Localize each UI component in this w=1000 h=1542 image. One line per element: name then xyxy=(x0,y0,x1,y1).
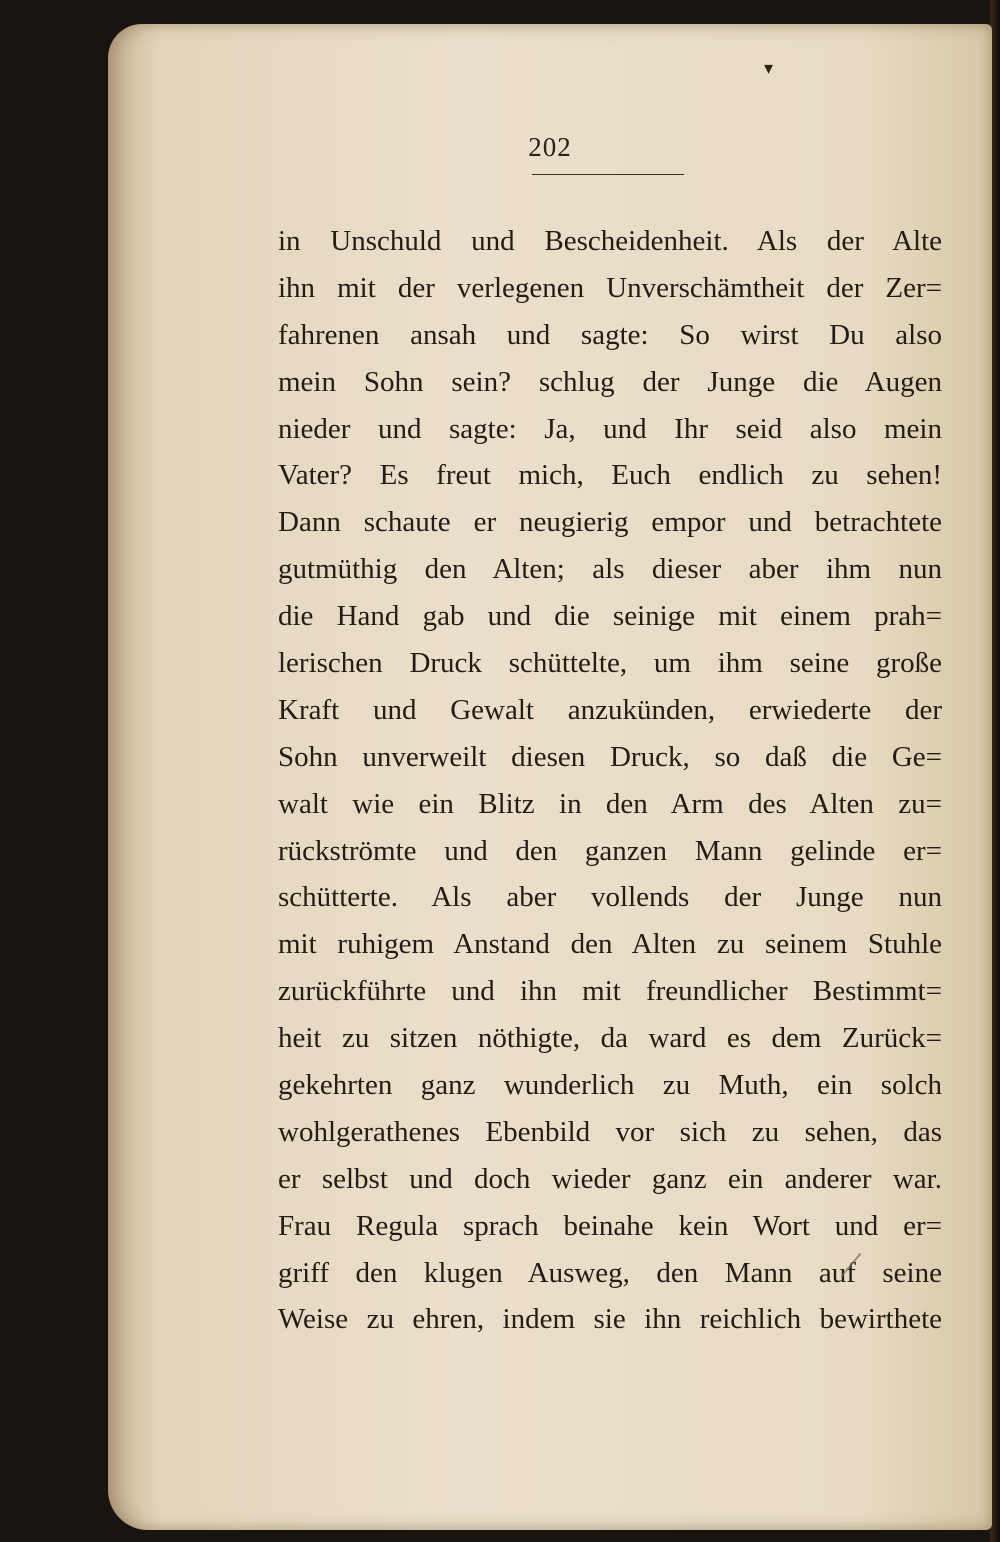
text-line: griff den klugen Ausweg, den Mann auf seine xyxy=(278,1256,942,1289)
header-rule xyxy=(532,174,684,175)
text-line: Weise zu ehren, indem sie ihn reichlich bewirthete xyxy=(278,1303,942,1336)
text-line: lerischen Druck schüttelte, um ihm seine große xyxy=(278,647,942,680)
text-line: mit ruhigem Anstand den Alten zu seinem Stuhle xyxy=(278,928,942,961)
text-line: Frau Regula sprach beinahe kein Wort und er= xyxy=(278,1209,942,1242)
text-line: die Hand gab und die seinige mit einem prah= xyxy=(278,600,942,633)
text-line: mein Sohn sein? schlug der Junge die Augen xyxy=(278,365,942,398)
text-line: rückströmte und den ganzen Mann gelinde er= xyxy=(278,834,942,867)
text-line: fahrenen ansah und sagte: So wirst Du also xyxy=(278,318,942,351)
text-line: heit zu sitzen nöthigte, da ward es dem Zurück= xyxy=(278,1022,942,1055)
text-line: wohlgerathenes Ebenbild vor sich zu sehen, das xyxy=(278,1115,942,1148)
ink-mark: ▾ xyxy=(764,58,774,79)
text-line: zurückführte und ihn mit freundlicher Bestimmt= xyxy=(278,975,942,1008)
page-number: 202 xyxy=(528,132,572,162)
text-line: Vater? Es freut mich, Euch endlich zu sehen! xyxy=(278,459,942,492)
text-line: in Unschuld und Bescheidenheit. Als der Alte xyxy=(278,225,942,257)
text-line: gekehrten ganz wunderlich zu Muth, ein solch xyxy=(278,1069,942,1102)
text-line: Sohn unverweilt diesen Druck, so daß die Ge= xyxy=(278,740,942,773)
text-line: walt wie ein Blitz in den Arm des Alten zu= xyxy=(278,787,942,820)
book-page xyxy=(108,24,992,1530)
text-line: nieder und sagte: Ja, und Ihr seid also mein xyxy=(278,412,942,445)
text-line: gutmüthig den Alten; als dieser aber ihm nun xyxy=(278,553,942,586)
body-text xyxy=(278,218,942,1343)
text-line: Kraft und Gewalt anzukünden, erwiederte der xyxy=(278,693,942,726)
text-line: Dann schaute er neugierig empor und betrachtete xyxy=(278,506,942,539)
text-line: schütterte. Als aber vollends der Junge nun xyxy=(278,881,942,914)
text-line: ihn mit der verlegenen Unverschämtheit der Zer= xyxy=(278,271,942,304)
text-line: er selbst und doch wieder ganz ein anderer war. xyxy=(278,1162,942,1195)
